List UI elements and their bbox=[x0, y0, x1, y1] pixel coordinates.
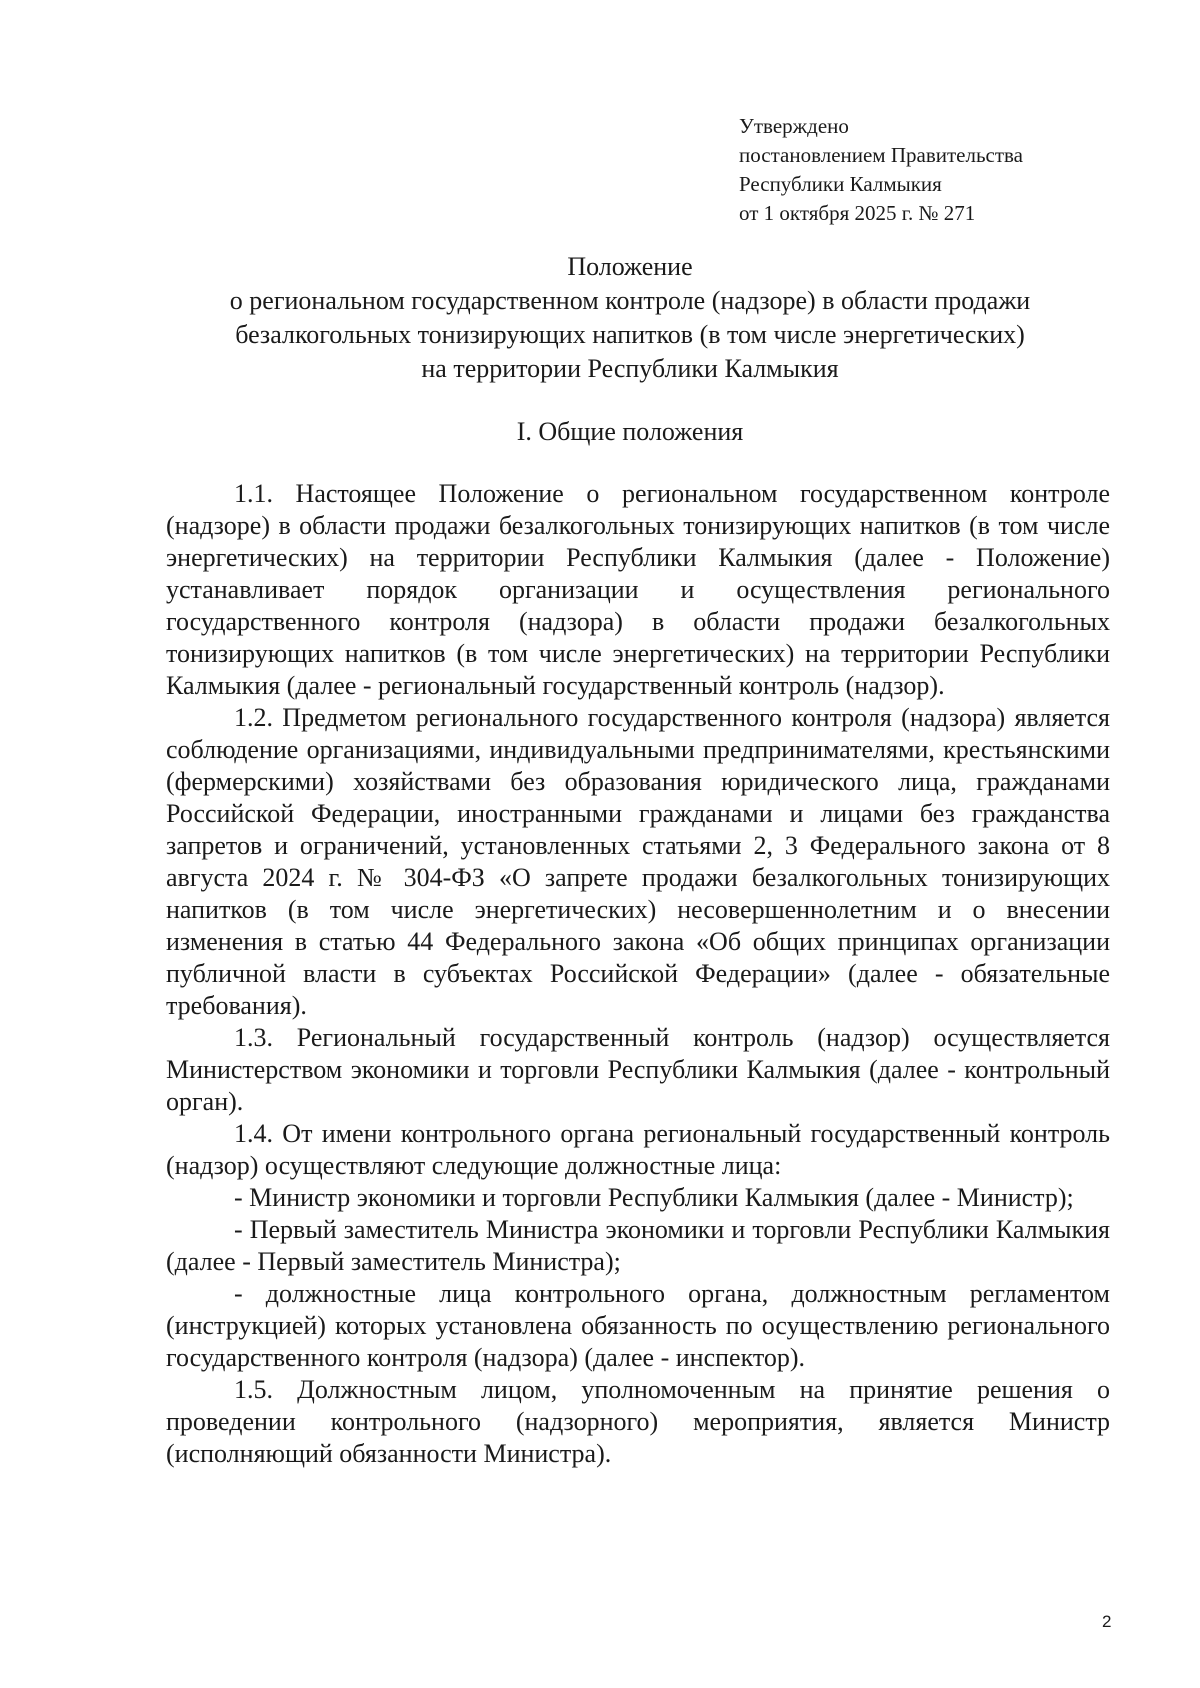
document-title bbox=[150, 250, 1110, 386]
approval-line: Республики Калмыкия bbox=[739, 172, 942, 196]
list-item-minister: - Министр экономики и торговли Республики Калмыкия (далее - Министр); bbox=[234, 1183, 1074, 1212]
approval-line: постановлением Правительства bbox=[739, 143, 1024, 167]
list-item-inspector: - должностные лица контрольного органа, должностным регламентом (инструкцией) которых установлена обязанность по осуществлению регионального государственного контроля (надзора) (далее - инспектор). bbox=[166, 1279, 1110, 1372]
document-body bbox=[166, 478, 1110, 1470]
approval-line: Утверждено bbox=[739, 114, 849, 138]
paragraph-1-2: 1.2. Предметом регионального государственного контроля (надзора) является соблюдение организациями, индивидуальными предпринимателями, крестьянскими (фермерскими) хозяйствами без образования юридического лица, гражданами Российской Федерации, иностранными гражданами и лицами без гражданства запретов и ограничений, установленных статьями 2, 3 Федерального закона от 8 августа 2024 г. № 304-ФЗ «О запрете продажи безалкогольных тонизирующих напитков (в том числе энергетических) несовершеннолетним и о внесении изменения в статью 44 Федерального закона «Об общих принципах организации публичной власти в субъектах Российской Федерации» (далее - обязательные требования). bbox=[166, 703, 1110, 1020]
list-item-first-deputy: - Первый заместитель Министра экономики и торговли Республики Калмыкия (далее - Первый заместитель Министра); bbox=[166, 1215, 1110, 1276]
title-line: о региональном государственном контроле (надзоре) в области продажи bbox=[229, 286, 1031, 315]
paragraph-1-5: 1.5. Должностным лицом, уполномоченным на принятие решения о проведении контрольного (надзорного) мероприятия, является Министр (исполняющий обязанности Министра). bbox=[166, 1375, 1110, 1468]
page-number: 2 bbox=[1102, 1612, 1112, 1631]
approval-line: от 1 октября 2025 г. № 271 bbox=[739, 201, 976, 225]
approval-stamp bbox=[739, 112, 1023, 228]
paragraph-1-3: 1.3. Региональный государственный контроль (надзор) осуществляется Министерством экономики и торговли Республики Калмыкия (далее - контрольный орган). bbox=[166, 1023, 1110, 1116]
paragraph-1-1: 1.1. Настоящее Положение о региональном государственном контроле (надзоре) в области продажи безалкогольных тонизирующих напитков (в том числе энергетических) на территории Республики Калмыкия (далее - Положение) устанавливает порядок организации и осуществления регионального государственного контроля (надзора) в области продажи безалкогольных тонизирующих напитков (в том числе энергетических) на территории Республики Калмыкия (далее - региональный государственный контроль (надзор). bbox=[166, 479, 1110, 700]
title-line: безалкогольных тонизирующих напитков (в том числе энергетических) bbox=[235, 320, 1025, 349]
title-line: на территории Республики Калмыкия bbox=[421, 354, 839, 383]
section-heading: I. Общие положения bbox=[516, 417, 744, 446]
title-line: Положение bbox=[567, 252, 693, 281]
paragraph-1-4: 1.4. От имени контрольного органа региональный государственный контроль (надзор) осуществляют следующие должностные лица: bbox=[166, 1119, 1110, 1180]
